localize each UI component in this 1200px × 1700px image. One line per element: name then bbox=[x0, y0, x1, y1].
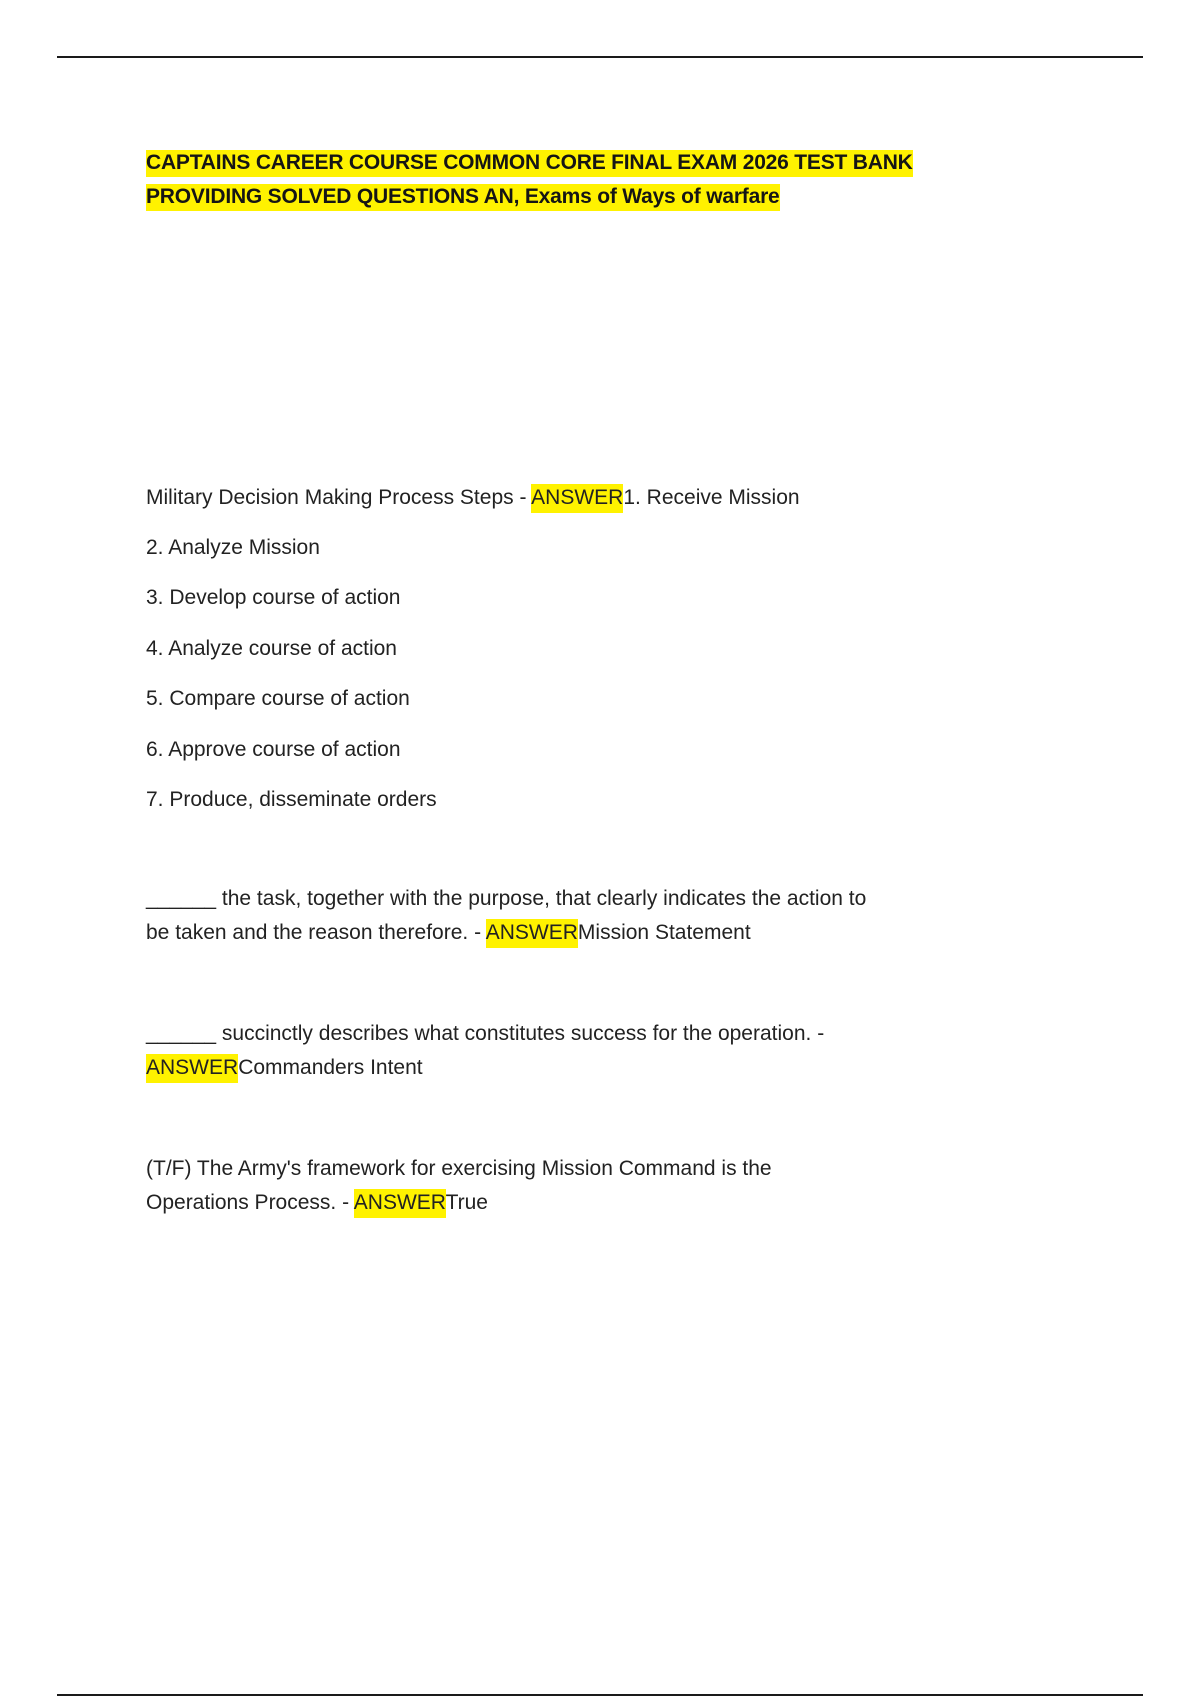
question-2-line-1: ______ the task, together with the purpose, that clearly indicates the action to bbox=[146, 887, 867, 910]
mdmp-step-5: 5. Compare course of action bbox=[146, 687, 410, 710]
question-2-answer: Mission Statement bbox=[577, 921, 751, 944]
bottom-rule bbox=[57, 1694, 1143, 1696]
mdmp-step-4: 4. Analyze course of action bbox=[146, 637, 397, 660]
document-title bbox=[146, 146, 1086, 214]
question-1-prompt bbox=[146, 481, 800, 515]
question-1-answer: 1. Receive Mission bbox=[623, 486, 800, 509]
mdmp-step-2: 2. Analyze Mission bbox=[146, 536, 320, 559]
question-4-answer: True bbox=[445, 1191, 488, 1214]
question-4-line-1: (T/F) The Army's framework for exercising Mission Command is the bbox=[146, 1157, 772, 1180]
answer-tag: ANSWER bbox=[146, 1054, 238, 1083]
question-3-line-1: ______ succinctly describes what constitutes success for the operation. - bbox=[146, 1022, 825, 1045]
mdmp-step-3: 3. Develop course of action bbox=[146, 586, 401, 609]
mdmp-step-7: 7. Produce, disseminate orders bbox=[146, 788, 437, 811]
top-rule bbox=[57, 56, 1143, 58]
question-3-answer: Commanders Intent bbox=[238, 1056, 423, 1079]
title-line-2: PROVIDING SOLVED QUESTIONS AN, Exams of Ways of warfare bbox=[146, 184, 780, 211]
question-2-line-2 bbox=[146, 916, 751, 950]
answer-tag: ANSWER bbox=[354, 1189, 446, 1218]
question-4-text: Operations Process. - bbox=[146, 1191, 354, 1214]
answer-tag: ANSWER bbox=[486, 919, 578, 948]
question-3-line-2 bbox=[146, 1051, 423, 1085]
question-2-text: be taken and the reason therefore. - bbox=[146, 921, 486, 944]
title-line-1: CAPTAINS CAREER COURSE COMMON CORE FINAL EXAM 2026 TEST BANK bbox=[146, 150, 913, 177]
question-1-text: Military Decision Making Process Steps - bbox=[146, 486, 532, 509]
mdmp-step-6: 6. Approve course of action bbox=[146, 738, 401, 761]
answer-tag: ANSWER bbox=[531, 484, 623, 513]
question-4-line-2 bbox=[146, 1186, 488, 1220]
